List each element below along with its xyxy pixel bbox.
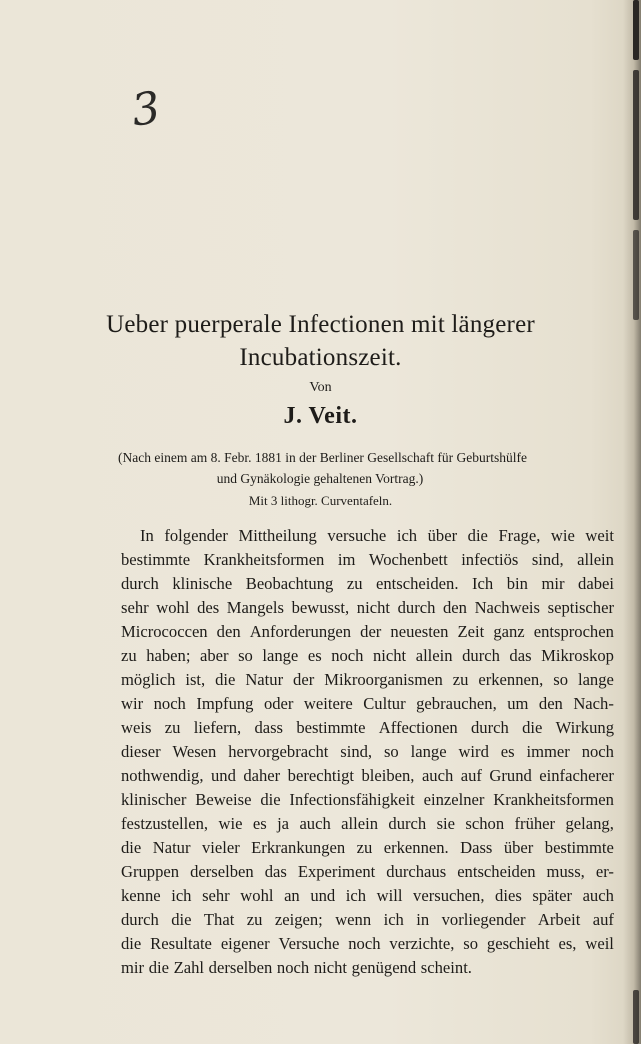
plates-note: Mit 3 lithogr. Curventafeln. [248, 493, 393, 508]
body-word: muss, [546, 862, 585, 881]
body-word: Krankheitsformen [493, 790, 614, 809]
body-word: früher [514, 814, 556, 833]
body-word: Nach- [573, 694, 614, 713]
body-word: und [210, 766, 236, 785]
body-word: entscheiden [457, 862, 536, 881]
body-word: bin [506, 574, 528, 593]
body-word: eigener [220, 934, 270, 953]
body-word: entsprochen [533, 622, 614, 641]
body-word: ja [277, 814, 290, 833]
body-line [121, 740, 614, 764]
title-line: Ueber puerperale Infectionen mit längerer [106, 311, 535, 338]
body-word: es [500, 742, 515, 761]
body-word: nicht [372, 646, 407, 665]
body-word: durch [388, 814, 427, 833]
body-word: zu [164, 718, 181, 737]
body-word: in [416, 910, 430, 929]
body-word: haben; [146, 646, 191, 665]
body-word: des [197, 598, 220, 617]
body-word: berechtigt [287, 766, 354, 785]
body-word: wohl [240, 886, 274, 905]
binding-strip [633, 70, 639, 220]
body-word: Natur [245, 670, 284, 689]
body-word: will [376, 886, 403, 905]
body-word: gebrauchen, [416, 694, 497, 713]
body-word: so [238, 646, 253, 665]
body-word: Arbeit [537, 910, 581, 929]
binding-strip [633, 0, 639, 60]
body-word: Natur [152, 838, 191, 857]
body-word: Mikroskop [541, 646, 614, 665]
body-word: Krankheitsformen [203, 550, 325, 569]
body-word: die [121, 934, 142, 953]
body-word: auf [592, 910, 614, 929]
body-line [121, 572, 614, 596]
body-word: Resultate [150, 934, 212, 953]
body-word: sehr [121, 598, 149, 617]
body-word: so [553, 670, 569, 689]
body-word: wir [121, 694, 144, 713]
body-word: durch [471, 718, 509, 737]
body-word: Zeit [457, 622, 485, 641]
body-word: scheint. [420, 958, 472, 977]
body-word: allein [341, 814, 379, 833]
body-line [121, 692, 614, 716]
body-line [121, 932, 614, 956]
body-word: Nachweis [474, 598, 541, 617]
body-word: Wochenbett [368, 550, 448, 569]
binding-strip [633, 990, 639, 1044]
body-word: möglich [121, 670, 176, 689]
body-word: durchaus [386, 862, 447, 881]
body-word: Erkrankungen [251, 838, 346, 857]
body-word: auch [299, 814, 331, 833]
body-word: zu [356, 838, 373, 857]
body-word: Anforderungen [249, 622, 352, 641]
body-word: nothwendig, [121, 766, 204, 785]
body-word: der [293, 670, 315, 689]
body-word: gelang, [565, 814, 614, 833]
body-word: entscheiden. [376, 574, 459, 593]
body-word: zu [246, 910, 263, 929]
body-word: derselben [190, 862, 254, 881]
body-word: wohl [156, 598, 190, 617]
body-word: lange [577, 670, 614, 689]
body-word: aber [199, 646, 229, 665]
body-word: zeigen; [274, 910, 323, 929]
body-word: Wirkung [555, 718, 614, 737]
body-word: nicht [356, 598, 390, 617]
body-word: erkennen, [478, 670, 544, 689]
body-word: Beweise [195, 790, 252, 809]
body-word: zu [452, 670, 469, 689]
body-word: an [284, 886, 300, 905]
body-line [121, 716, 614, 740]
body-line [121, 812, 614, 836]
body-word: Versuche [278, 934, 340, 953]
body-word: Micrococcen [121, 622, 208, 641]
body-word: um [507, 694, 529, 713]
body-line [121, 620, 614, 644]
body-word: so [463, 934, 479, 953]
body-word: daher [243, 766, 281, 785]
body-word: schon [465, 814, 505, 833]
body-word: Mikroorganismen [324, 670, 443, 689]
body-word: hervorgebracht [228, 742, 329, 761]
body-word: es, [558, 934, 577, 953]
body-word: immer [526, 742, 570, 761]
body-word: erkennen. [383, 838, 449, 857]
body-word: noch [276, 958, 310, 977]
body-word: weitere [303, 694, 353, 713]
body-line [121, 524, 614, 548]
body-word: sehr [202, 886, 230, 905]
body-word: ist, [185, 670, 206, 689]
body-word: der [360, 622, 382, 641]
body-word: über [427, 526, 458, 545]
body-line [121, 884, 614, 908]
body-word: noch [153, 694, 186, 713]
body-word: die [467, 526, 488, 545]
body-line [121, 788, 614, 812]
body-word: That [203, 910, 235, 929]
binding-strip [633, 230, 639, 320]
body-word: die [522, 718, 543, 737]
body-word: Affectionen [378, 718, 458, 737]
body-word: ganz [493, 622, 525, 641]
body-word: noch [581, 742, 614, 761]
body-word: septischer [547, 598, 614, 617]
body-word: folgender [164, 526, 228, 545]
body-word: neuesten [390, 622, 449, 641]
body-word: das [509, 646, 532, 665]
body-word: nicht [313, 958, 347, 977]
body-word: das [264, 862, 287, 881]
body-word: die [121, 838, 142, 857]
body-word: dass [254, 718, 284, 737]
body-word: Impfung [196, 694, 254, 713]
body-word: zu [121, 646, 137, 665]
body-line [121, 644, 614, 668]
body-word: ich [345, 886, 367, 905]
body-word: Gruppen [121, 862, 180, 881]
body-word: geschieht [486, 934, 550, 953]
body-word: ich [171, 886, 192, 905]
body-word: es [307, 646, 322, 665]
body-word: auch [582, 886, 614, 905]
body-word: festzustellen, [121, 814, 209, 833]
body-word: einzelner [423, 790, 485, 809]
body-word: bestimmte [296, 718, 366, 737]
body-word: die [148, 958, 169, 977]
body-word: die [260, 790, 281, 809]
body-word: durch [121, 574, 159, 593]
body-word: und [310, 886, 336, 905]
body-word: vorliegender [441, 910, 526, 929]
body-word: wird [458, 742, 489, 761]
body-word: Experiment [297, 862, 376, 881]
body-word: weil [585, 934, 614, 953]
body-word: auch [421, 766, 454, 785]
body-word: noch [331, 646, 364, 665]
body-word: klinische [172, 574, 233, 593]
body-word: Cultur [363, 694, 406, 713]
body-paragraph [121, 524, 614, 980]
body-line [121, 836, 614, 860]
body-word: Zahl [173, 958, 205, 977]
body-word: einfacherer [539, 766, 614, 785]
body-word: allein [577, 550, 614, 569]
note-line: (Nach einem am 8. Febr. 1881 in der Berliner Gesellschaft für Geburtshülfe [118, 450, 527, 465]
body-word: noch [348, 934, 381, 953]
body-word: Beobachtung [245, 574, 334, 593]
body-line [121, 860, 614, 884]
body-word: sie [436, 814, 456, 833]
body-word: Ich [472, 574, 494, 593]
body-word: wie [550, 526, 575, 545]
body-line [121, 956, 614, 980]
body-word: versuchen, [413, 886, 485, 905]
body-word: wie [218, 814, 243, 833]
body-word: mir [541, 574, 565, 593]
body-word: mir [121, 958, 145, 977]
body-word: bestimmte [544, 838, 614, 857]
body-word: durch [462, 646, 500, 665]
body-word: den [216, 622, 241, 641]
body-word: derselben [208, 958, 273, 977]
body-word: Dass [460, 838, 493, 857]
body-line [121, 764, 614, 788]
body-word: wenn [335, 910, 372, 929]
body-word: infectiös [461, 550, 519, 569]
body-word: In [140, 526, 154, 545]
body-word: kenne [121, 886, 161, 905]
title-line: Incubationszeit. [239, 344, 402, 371]
body-word: oder [263, 694, 294, 713]
body-word: durch [397, 598, 436, 617]
lecture-note [118, 447, 527, 489]
body-word: die [215, 670, 236, 689]
byline-prefix: Von [309, 380, 332, 395]
body-word: lange [410, 742, 447, 761]
body-word: über [503, 838, 534, 857]
body-word: er- [595, 862, 614, 881]
author-name: J. Veit. [283, 403, 358, 429]
body-word: bleiben, [361, 766, 415, 785]
body-word: sind, [531, 550, 564, 569]
body-line [121, 596, 614, 620]
body-word: genügend [351, 958, 417, 977]
body-word: allein [415, 646, 453, 665]
body-line [121, 908, 614, 932]
body-word: dies [495, 886, 522, 905]
article-title [0, 308, 641, 374]
note-line: und Gynäkologie gehaltenen Vortrag.) [216, 471, 424, 486]
body-word: Mangels [226, 598, 284, 617]
body-word: zu [346, 574, 363, 593]
body-word: so [383, 742, 399, 761]
body-word: Wesen [172, 742, 217, 761]
body-word: den [538, 694, 563, 713]
body-word: bewusst, [291, 598, 350, 617]
body-word: ich [383, 910, 404, 929]
body-word: den [443, 598, 467, 617]
body-word: sind, [340, 742, 373, 761]
body-word: Grund [489, 766, 532, 785]
body-word: es [252, 814, 267, 833]
body-line [121, 668, 614, 692]
body-word: klinischer [121, 790, 187, 809]
body-word: die [171, 910, 192, 929]
body-word: Mittheilung [238, 526, 317, 545]
body-word: verzichte, [389, 934, 455, 953]
body-word: im [337, 550, 356, 569]
body-word: auf [460, 766, 482, 785]
body-word: bestimmte [121, 550, 191, 569]
body-word: vieler [201, 838, 240, 857]
body-word: dabei [578, 574, 614, 593]
body-word: Frage, [498, 526, 541, 545]
body-word: dieser [121, 742, 161, 761]
body-word: lange [262, 646, 299, 665]
body-word: ich [396, 526, 418, 545]
body-word: liefern, [193, 718, 242, 737]
body-word: durch [121, 910, 159, 929]
handwritten-page-number: 3 [128, 82, 164, 137]
body-word: versuche [327, 526, 387, 545]
body-word: später [532, 886, 572, 905]
body-word: weis [121, 718, 152, 737]
body-line [121, 548, 614, 572]
body-word: Infectionsfähigkeit [289, 790, 415, 809]
body-word: weit [585, 526, 614, 545]
